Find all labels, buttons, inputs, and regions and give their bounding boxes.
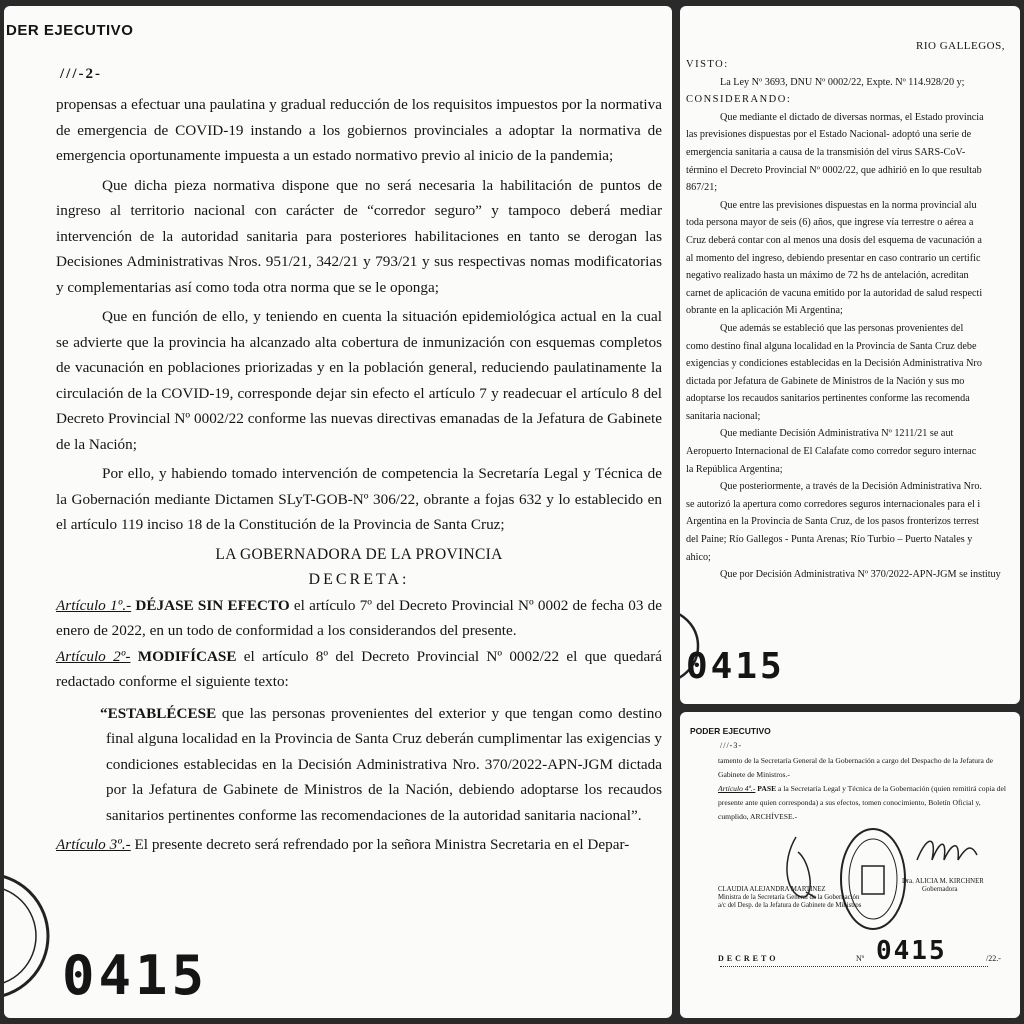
text-line: Que mediante Decisión Administrativa Nº 1211/21 se aut <box>720 428 954 440</box>
article-1 <box>56 593 662 644</box>
document-page-2 <box>4 6 672 1018</box>
city-date: RIO GALLEGOS, <box>916 40 1005 52</box>
text-line: la República Argentina; <box>686 463 783 475</box>
document-page-3 <box>680 712 1020 1018</box>
text-line: carnet de aplicación de vacuna emitido por la autoridad de salud respecti <box>686 287 983 299</box>
text-line: como destino final alguna localidad en la Provincia de Santa Cruz debe <box>686 340 977 352</box>
article-verb: MODIFÍCASE <box>137 647 237 665</box>
text-line: término el Decreto Provincial Nº 0002/22, que adhirió en lo que resultab <box>686 164 982 176</box>
heading-decreta: DECRETA: <box>308 571 410 588</box>
decree-year: /22.- <box>986 954 1001 963</box>
quote-text: que las personas provenientes del exterior y que tengan como destino final alguna localidad en la Provincia de Santa Cruz deberán cumplimentar las exigencias y condiciones establecidas en la Decisión Administrativa Nro. 370/2022-APN-JGM dictada por la Jefatura de Gabinete de Ministros de la Nación, debiendo adoptarse los recaudos sanitarios pertinentes conforme las recomendaciones de la autoridad sanitaria nacional”. <box>106 704 662 824</box>
document-page-1 <box>680 6 1020 704</box>
article-4 <box>718 782 1010 824</box>
signature-block-minister <box>718 886 861 910</box>
article-3 <box>56 832 662 858</box>
signature-scribble-icon <box>912 830 982 870</box>
document-body <box>686 56 1020 584</box>
signer-name: CLAUDIA ALEJANDRA MARTINEZ <box>718 886 826 893</box>
article-text: a la Secretaría Legal y Técnica de la Gobernación (quien remitirá copia del presente ante quien corresponda) a sus efectos, tomen conocimiento, Boletín Oficial y, cumplido, ARCHÍVESE.- <box>718 784 1007 821</box>
article-label: Artículo 4º.- <box>718 784 756 793</box>
text-line: adoptarse los recaudos sanitarios pertinentes conforme las recomenda <box>686 393 970 405</box>
document-body <box>56 92 662 858</box>
visto-text: La Ley Nº 3693, DNU Nº 0002/22, Expte. Nº 114.928/20 y; <box>720 76 965 88</box>
decree-number: 0415 <box>686 646 785 687</box>
number-label: Nº <box>856 954 865 963</box>
article-label: Artículo 3º.- <box>56 836 131 853</box>
decreto-label: DECRETO <box>718 954 779 963</box>
page-header: PODER EJECUTIVO <box>690 726 771 736</box>
text-line: Que además se estableció que las personas provenientes del <box>720 322 964 334</box>
paragraph: Por ello, y habiendo tomado intervención de competencia la Secretaría Legal y Técnica de la Gobernación mediante Dictamen SLyT-GOB-Nº 306/22, obrante a fojas 632 y lo establecido en el artículo 119 inciso 18 de la Constitución de la Provincia de Santa Cruz; <box>56 465 662 533</box>
paragraph: tamento de la Secretaría General de la Gobernación a cargo del Despacho de la Jefatura de Gabinete de Ministros.- <box>718 756 993 779</box>
text-line: dictada por Jefatura de Gabinete de Ministros de la Nación y sus mo <box>686 375 965 387</box>
text-line: toda persona mayor de seis (6) años, que ingrese vía terrestre o aérea a <box>686 217 974 229</box>
signer-role: a/c del Desp. de la Jefatura de Gabinete de Ministros <box>718 902 862 909</box>
decree-number: 0415 <box>62 944 209 1007</box>
text-line: 867/21; <box>686 182 718 194</box>
text-line: las previsiones dispuestas por el Estado Nacional- adoptó una serie de <box>686 129 972 141</box>
dotted-line <box>720 966 988 967</box>
visto-label: VISTO: <box>686 59 729 70</box>
text-line: Aeropuerto Internacional de El Calafate como corredor seguro internac <box>686 446 977 458</box>
document-body <box>718 754 1010 824</box>
article-text: El presente decreto será refrendado por la señora Ministra Secretaria en el Depar- <box>130 836 630 853</box>
text-line: exigencias y condiciones establecidas en la Decisión Administrativa Nro <box>686 358 982 370</box>
page-mark: ///-3- <box>720 741 742 750</box>
quote-verb: “ESTABLÉCESE <box>100 704 217 722</box>
quoted-text <box>56 701 662 829</box>
heading-governor: LA GOBERNADORA DE LA PROVINCIA <box>215 545 503 563</box>
official-seal-icon <box>838 824 908 934</box>
text-line: emergencia sanitaria a causa de la transmisión del virus SARS-CoV- <box>686 146 966 158</box>
text-line: al momento del ingreso, debiendo presentar en caso contrario un certific <box>686 252 981 264</box>
official-seal-icon <box>4 856 56 1016</box>
text-line: Que por Decisión Administrativa Nº 370/2022-APN-JGM se instituy <box>720 569 1001 581</box>
article-verb: DÉJASE SIN EFECTO <box>135 596 290 614</box>
text-line: sanitaria nacional; <box>686 410 761 422</box>
text-line: se autorizó la apertura como corredores seguros internacionales para el i <box>686 498 981 510</box>
signer-name: Dra. ALICIA M. KIRCHNER <box>902 878 984 885</box>
article-label: Artículo 1º.- <box>56 596 132 614</box>
page-header: DER EJECUTIVO <box>6 22 134 39</box>
text-line: obrante en la aplicación Mi Argentina; <box>686 305 843 317</box>
article-2 <box>56 644 662 695</box>
text-line: Que entre las previsiones dispuestas en la norma provincial alu <box>720 199 977 211</box>
article-text: el artículo 8º del Decreto Provincial Nº 0002/22 el que quedará redactado conforme el siguiente texto: <box>56 647 662 690</box>
paragraph: Que dicha pieza normativa dispone que no será necesaria la habilitación de puntos de ingreso al territorio nacional con carácter de “corredor seguro” y tampoco deberá mediar intervención de la autoridad sanitaria para posteriores habilitaciones en tanto se derogan las Decisiones Administrativas Nros. 951/21, 342/21 y 793/21 y sus respectivas nomas modificatorias y complementarias así como toda otra norma que se le oponga; <box>56 176 662 296</box>
text-line: del Paine; Río Gallegos - Punta Arenas; Río Turbio – Puerto Natales y <box>686 534 973 546</box>
article-label: Artículo 2º- <box>56 647 131 665</box>
article-verb: PASE <box>757 784 777 793</box>
article-text: el artículo 7º del Decreto Provincial Nº 0002 de fecha 03 de enero de 2022, en un todo de conformidad a los considerandos del presente. <box>56 596 662 639</box>
signer-role: Ministra de la Secretaría General de la Gobernación <box>718 894 860 901</box>
paragraph: propensas a efectuar una paulatina y gradual reducción de los requisitos impuestos por la normativa de emergencia de COVID-19 instando a los gobiernos provinciales a adoptar la normativa de emergencia oportunamente impuesta a un estado normativo previo al inicio de la pandemia; <box>56 96 662 164</box>
text-line: negativo realizado hasta un máximo de 72 hs de antelación, acreditan <box>686 270 969 282</box>
text-line: ahico; <box>686 551 711 563</box>
signer-role: Gobernadora <box>922 886 958 893</box>
decree-number: 0415 <box>876 936 947 966</box>
text-line: Que mediante el dictado de diversas normas, el Estado provincia <box>720 111 984 123</box>
text-line: Argentina en la Provincia de Santa Cruz, de los pasos fronterizos terrest <box>686 516 979 528</box>
signature-block-governor <box>902 878 984 894</box>
page-mark: ///-2- <box>60 66 102 82</box>
paragraph: Que en función de ello, y teniendo en cuenta la situación epidemiológica actual en la cual se advierte que la provincia ha alcanzado alta cobertura de inmunización con esquemas completos de vacunación en poblaciones priorizadas y en la población general, reduciendo paulatinamente la circulación de la COVID-19, corresponde dejar sin efecto el artículo 7 y readecuar el artículo 8 del Decreto Provincial Nº 0002/22 conforme las nuevas directivas emanadas de la Jefatura de Gabinete de la Nación; <box>56 308 662 453</box>
considerando-label: CONSIDERANDO: <box>686 94 792 106</box>
text-line: Que posteriormente, a través de la Decisión Administrativa Nro. <box>720 481 982 493</box>
text-line: Cruz deberá contar con al menos una dosis del esquema de vacunación a <box>686 234 982 246</box>
